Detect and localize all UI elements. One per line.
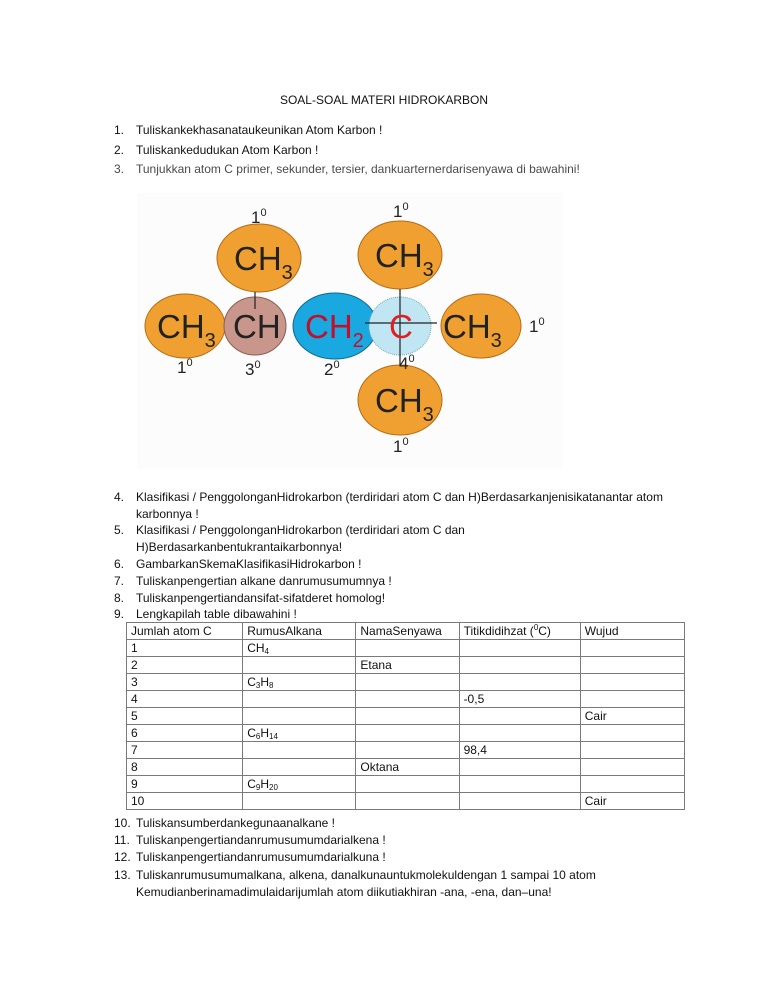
question-text: Lengkapilah table dibawahini ! [136, 607, 297, 621]
question-number: 1. [114, 123, 125, 137]
question-number: 4. [114, 490, 125, 504]
label-ch2-num: 2 [324, 360, 334, 379]
page-title: SOAL-SOAL MATERI HIDROKARBON [279, 93, 489, 107]
header-nama: NamaSenyawa [356, 623, 459, 640]
cell-phase: Cair [580, 708, 684, 725]
svg-text:10 [529, 316, 545, 336]
cell-formula [243, 691, 356, 708]
question-text: Tuliskankedudukan Atom Karbon ! [136, 143, 319, 157]
cell-bp [459, 708, 580, 725]
label-bottom-num: 1 [393, 437, 403, 456]
cell-formula [243, 640, 356, 657]
label-bottom-sup: 0 [402, 436, 409, 448]
label-top-right-sup: 0 [402, 201, 409, 213]
table-row [127, 776, 685, 793]
table-row [127, 640, 685, 657]
question-text: Tuliskansumberdankegunaanalkane ! [136, 816, 336, 830]
top-left-ch3-sub: 3 [281, 262, 293, 284]
header-titik-didih-pre: Titikdidihzat ( [463, 624, 534, 638]
cell-bp [459, 776, 580, 793]
question-number: 13. [114, 868, 131, 882]
top-right-ch3-sub: 3 [422, 259, 434, 281]
cell-name: Etana [356, 657, 459, 674]
cell-n: 6 [127, 725, 243, 742]
cell-name [356, 674, 459, 691]
label-top-left-num: 1 [251, 208, 261, 227]
cell-bp [459, 793, 580, 810]
question-text: Tuliskanrumusumumalkana, alkena, danalkunauntukmolekuldengan 1 sampai 10 atom Kemudianberinamadimulaidarijumlah atom diikutiakhiran -ana, -ena, dan–una! [136, 868, 596, 899]
question-2 [114, 142, 674, 159]
question-number: 6. [114, 557, 125, 571]
cell-formula [243, 742, 356, 759]
formula-sub: 6 [255, 732, 261, 741]
cell-name [356, 691, 459, 708]
svg-text:10 [393, 436, 409, 456]
cell-phase: Cair [580, 793, 684, 810]
table-row [127, 759, 685, 776]
question-text: Tunjukkan atom C primer, sekunder, tersier, dankuarternerdarisenyawa di bawahini! [136, 162, 580, 176]
label-left-sup: 0 [186, 357, 193, 369]
header-rumus: RumusAlkana [243, 623, 356, 640]
quaternary-c-text: C [389, 308, 413, 345]
ch2-sub: 2 [352, 330, 364, 352]
label-top-left-sup: 0 [260, 207, 267, 219]
question-4 [114, 489, 674, 523]
formula-sub: 8 [269, 681, 274, 690]
cell-n: 5 [127, 708, 243, 725]
formula-sub: 14 [269, 732, 278, 741]
left-ch3-text: CH [157, 308, 205, 345]
ch2-text: CH [305, 308, 353, 345]
bottom-ch3-text: CH [375, 382, 423, 419]
label-left-num: 1 [177, 358, 187, 377]
cell-n: 2 [127, 657, 243, 674]
cell-bp [459, 759, 580, 776]
svg-text:10 [393, 201, 409, 221]
cell-name [356, 708, 459, 725]
formula-sub: 9 [255, 783, 261, 792]
ch-h-text: H [256, 308, 281, 345]
cell-n: 1 [127, 640, 243, 657]
cell-name [356, 640, 459, 657]
molecule-svg [137, 193, 562, 469]
cell-n: 8 [127, 759, 243, 776]
question-number: 10. [114, 816, 131, 830]
cell-n: 10 [127, 793, 243, 810]
question-7 [114, 573, 674, 590]
header-titik-didih-post: C) [538, 624, 551, 638]
cell-formula [243, 708, 356, 725]
formula-part: H [260, 675, 269, 689]
cell-name [356, 742, 459, 759]
cell-formula [243, 725, 356, 742]
question-number: 3. [114, 162, 125, 176]
label-top-right-num: 1 [393, 202, 403, 221]
cell-name [356, 725, 459, 742]
cell-formula [243, 657, 356, 674]
cell-n: 7 [127, 742, 243, 759]
ch-c-text: C [233, 308, 257, 345]
top-right-ch3-text: CH [375, 237, 423, 274]
question-12 [114, 849, 674, 866]
question-text: Tuliskankekhasanataukeunikan Atom Karbon ! [136, 123, 383, 137]
cell-bp [459, 640, 580, 657]
formula-part: CH [247, 641, 265, 655]
question-number: 2. [114, 143, 125, 157]
formula-part: C [247, 777, 256, 791]
label-ch2-sup: 0 [333, 359, 340, 371]
question-13 [114, 867, 654, 901]
table-row [127, 708, 685, 725]
question-number: 8. [114, 591, 125, 605]
cell-formula [243, 759, 356, 776]
question-3 [114, 161, 674, 178]
label-right-num: 1 [529, 317, 539, 336]
cell-phase [580, 691, 684, 708]
question-text: Tuliskanpengertiandansifat-sifatderet homolog! [136, 591, 386, 605]
cell-formula [243, 776, 356, 793]
table-row [127, 657, 685, 674]
label-quat-sup: 0 [408, 353, 415, 365]
cell-phase [580, 640, 684, 657]
svg-text:20 [324, 359, 340, 379]
cell-name [356, 776, 459, 793]
header-wujud: Wujud [580, 623, 684, 640]
cell-name: Oktana [356, 759, 459, 776]
cell-phase [580, 759, 684, 776]
label-ch-sup: 0 [254, 359, 261, 371]
svg-text:CH [233, 308, 281, 345]
svg-text:30 [245, 359, 261, 379]
question-number: 11. [114, 833, 130, 847]
formula-part: H [260, 726, 269, 740]
question-6 [114, 556, 674, 573]
cell-bp: -0,5 [459, 691, 580, 708]
table-row [127, 725, 685, 742]
question-number: 9. [114, 607, 125, 621]
label-ch-num: 3 [245, 360, 255, 379]
question-10 [114, 815, 674, 832]
right-ch3-text: CH [443, 308, 491, 345]
question-number: 7. [114, 574, 125, 588]
cell-formula [243, 674, 356, 691]
question-text: Klasifikasi / PenggolonganHidrokarbon (terdiridari atom C dan H)Berdasarkanbentukrantaikarbonnya! [136, 523, 465, 554]
table-header-row [127, 623, 685, 640]
cell-formula [243, 793, 356, 810]
question-11 [114, 832, 674, 849]
question-text: GambarkanSkemaKlasifikasiHidrokarbon ! [136, 557, 362, 571]
cell-phase [580, 674, 684, 691]
question-5 [114, 522, 514, 556]
bottom-ch3-sub: 3 [422, 404, 434, 426]
cell-phase [580, 725, 684, 742]
cell-phase [580, 742, 684, 759]
question-text: Tuliskanpengertiandanrumusumumdarialkena ! [136, 833, 386, 847]
header-jumlah-atom: Jumlah atom C [127, 623, 243, 640]
question-number: 5. [114, 523, 125, 537]
cell-name [356, 793, 459, 810]
question-text: Tuliskanpengertiandanrumusumumdarialkuna ! [136, 850, 386, 864]
label-quat-num: 4 [399, 354, 409, 373]
cell-phase [580, 776, 684, 793]
table-row [127, 674, 685, 691]
top-left-ch3-text: CH [234, 240, 282, 277]
table-row [127, 793, 685, 810]
formula-part: H [260, 777, 269, 791]
table-row [127, 691, 685, 708]
left-ch3-sub: 3 [204, 330, 216, 352]
table-row [127, 742, 685, 759]
question-number: 12. [114, 850, 131, 864]
question-9 [114, 606, 674, 623]
question-text: Tuliskanpengertian alkane danrumusumumnya ! [136, 574, 392, 588]
cell-n: 4 [127, 691, 243, 708]
cell-bp [459, 657, 580, 674]
cell-n: 3 [127, 674, 243, 691]
question-8 [114, 590, 674, 607]
question-text: Klasifikasi / PenggolonganHidrokarbon (terdiridari atom C dan H)Berdasarkanjenisikatanantar atom karbonnya ! [136, 490, 663, 521]
header-titik-didih-sup: 0 [533, 623, 539, 632]
question-1 [114, 122, 674, 139]
cell-bp [459, 674, 580, 691]
cell-phase [580, 657, 684, 674]
cell-n: 9 [127, 776, 243, 793]
cell-bp [459, 725, 580, 742]
svg-text:10 [177, 357, 193, 377]
alkane-table [126, 622, 685, 810]
right-ch3-sub: 3 [490, 330, 502, 352]
molecule-diagram [137, 193, 562, 469]
formula-sub: 4 [264, 647, 269, 656]
formula-sub: 20 [269, 783, 278, 792]
formula-part: C [247, 726, 256, 740]
cell-bp: 98,4 [459, 742, 580, 759]
header-titik-didih [459, 623, 580, 640]
formula-sub: 3 [255, 681, 261, 690]
formula-part: C [247, 675, 256, 689]
label-right-sup: 0 [538, 316, 545, 328]
